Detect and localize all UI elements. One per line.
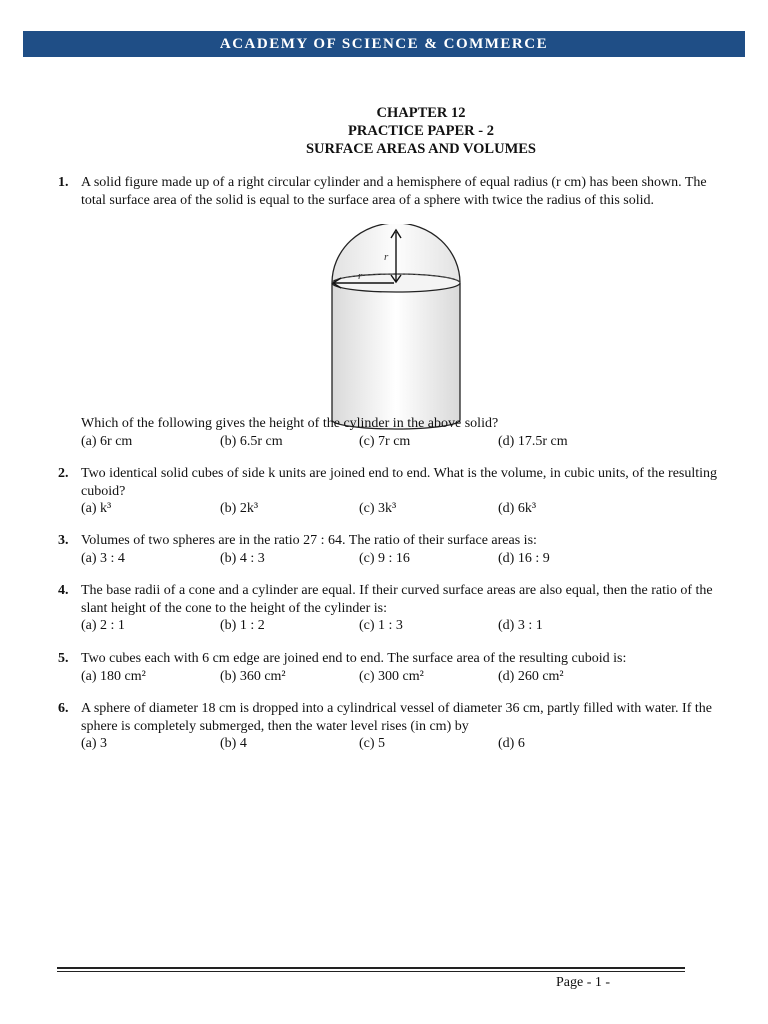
options-row — [81, 735, 718, 753]
question-6 — [58, 700, 718, 753]
option-c: (c) 7r cm — [359, 433, 411, 449]
question-text: A sphere of diameter 18 cm is dropped into a cylindrical vessel of diameter 36 cm, partly filled with water. If the sphere is completely submerged, then the water level rises (in cm) by — [81, 701, 712, 734]
options-row — [81, 433, 718, 451]
options-row — [81, 668, 718, 686]
question-text: Two identical solid cubes of side k units are joined end to end. What is the volume, in cubic units, of the resulting cuboid? — [81, 466, 718, 499]
option-c: (c) 9 : 16 — [359, 550, 410, 566]
chapter-title: CHAPTER 12 — [376, 105, 466, 121]
question-number: 5. — [58, 651, 69, 666]
option-b: (b) 4 — [220, 736, 247, 751]
option-a: (a) 3 : 4 — [81, 550, 125, 566]
question-text: A solid figure made up of a right circular cylinder and a hemisphere of equal radius (r cm) has been shown. The total surface area of the solid is equal to the surface area of a sphere with twice the radius of this solid. — [81, 175, 707, 208]
option-b: (b) 2k³ — [220, 501, 259, 516]
option-c: (c) 5 — [359, 736, 386, 751]
header-banner: ACADEMY OF SCIENCE & COMMERCE — [23, 31, 745, 57]
option-d: (d) 17.5r cm — [498, 433, 568, 449]
question-number: 4. — [58, 583, 69, 598]
question-5 — [58, 650, 718, 685]
options-row — [81, 617, 718, 635]
radius-label-horizontal: r — [358, 270, 363, 282]
option-b: (b) 6.5r cm — [220, 433, 283, 449]
cylinder-hemisphere-figure — [328, 224, 464, 430]
option-c: (c) 3k³ — [359, 501, 397, 516]
option-d: (d) 260 cm² — [498, 668, 564, 684]
option-c: (c) 300 cm² — [359, 668, 424, 684]
option-d: (d) 6 — [498, 736, 525, 751]
question-3 — [58, 532, 718, 567]
option-a: (a) k³ — [81, 501, 112, 516]
question-text: Two cubes each with 6 cm edge are joined end to end. The surface area of the resulting cuboid is: — [81, 651, 627, 666]
question-number: 2. — [58, 466, 69, 481]
question-text: The base radii of a cone and a cylinder are equal. If their curved surface areas are also equal, then the ratio of the slant height of the cone to the height of the cylinder is: — [81, 583, 713, 616]
question-1-prompt — [58, 415, 718, 450]
options-row — [81, 500, 718, 518]
option-d: (d) 16 : 9 — [498, 550, 550, 566]
option-c: (c) 1 : 3 — [359, 618, 403, 633]
option-a: (a) 180 cm² — [81, 668, 146, 684]
question-number: 3. — [58, 533, 69, 548]
radius-label-vertical: r — [384, 251, 389, 263]
option-d: (d) 6k³ — [498, 501, 537, 516]
option-b: (b) 4 : 3 — [220, 550, 265, 566]
option-d: (d) 3 : 1 — [498, 618, 543, 633]
question-4 — [58, 582, 718, 635]
cylinder-body — [332, 283, 460, 429]
question-number: 6. — [58, 701, 69, 716]
option-a: (a) 6r cm — [81, 433, 133, 449]
question-1 — [58, 174, 718, 209]
question-2 — [58, 465, 718, 518]
option-b: (b) 1 : 2 — [220, 618, 265, 633]
question-text: Volumes of two spheres are in the ratio 27 : 64. The ratio of their surface areas is: — [81, 533, 537, 548]
options-row — [81, 550, 718, 568]
option-b: (b) 360 cm² — [220, 668, 286, 684]
option-a: (a) 3 — [81, 736, 108, 751]
page-number: Page - 1 - — [556, 975, 611, 990]
footer-divider — [57, 967, 685, 972]
question-prompt: Which of the following gives the height of the cylinder in the above solid? — [81, 416, 499, 431]
option-a: (a) 2 : 1 — [81, 618, 125, 633]
title-block — [0, 104, 768, 158]
question-number: 1. — [58, 175, 69, 190]
topic-title: SURFACE AREAS AND VOLUMES — [305, 141, 536, 157]
paper-title: PRACTICE PAPER - 2 — [348, 123, 494, 139]
